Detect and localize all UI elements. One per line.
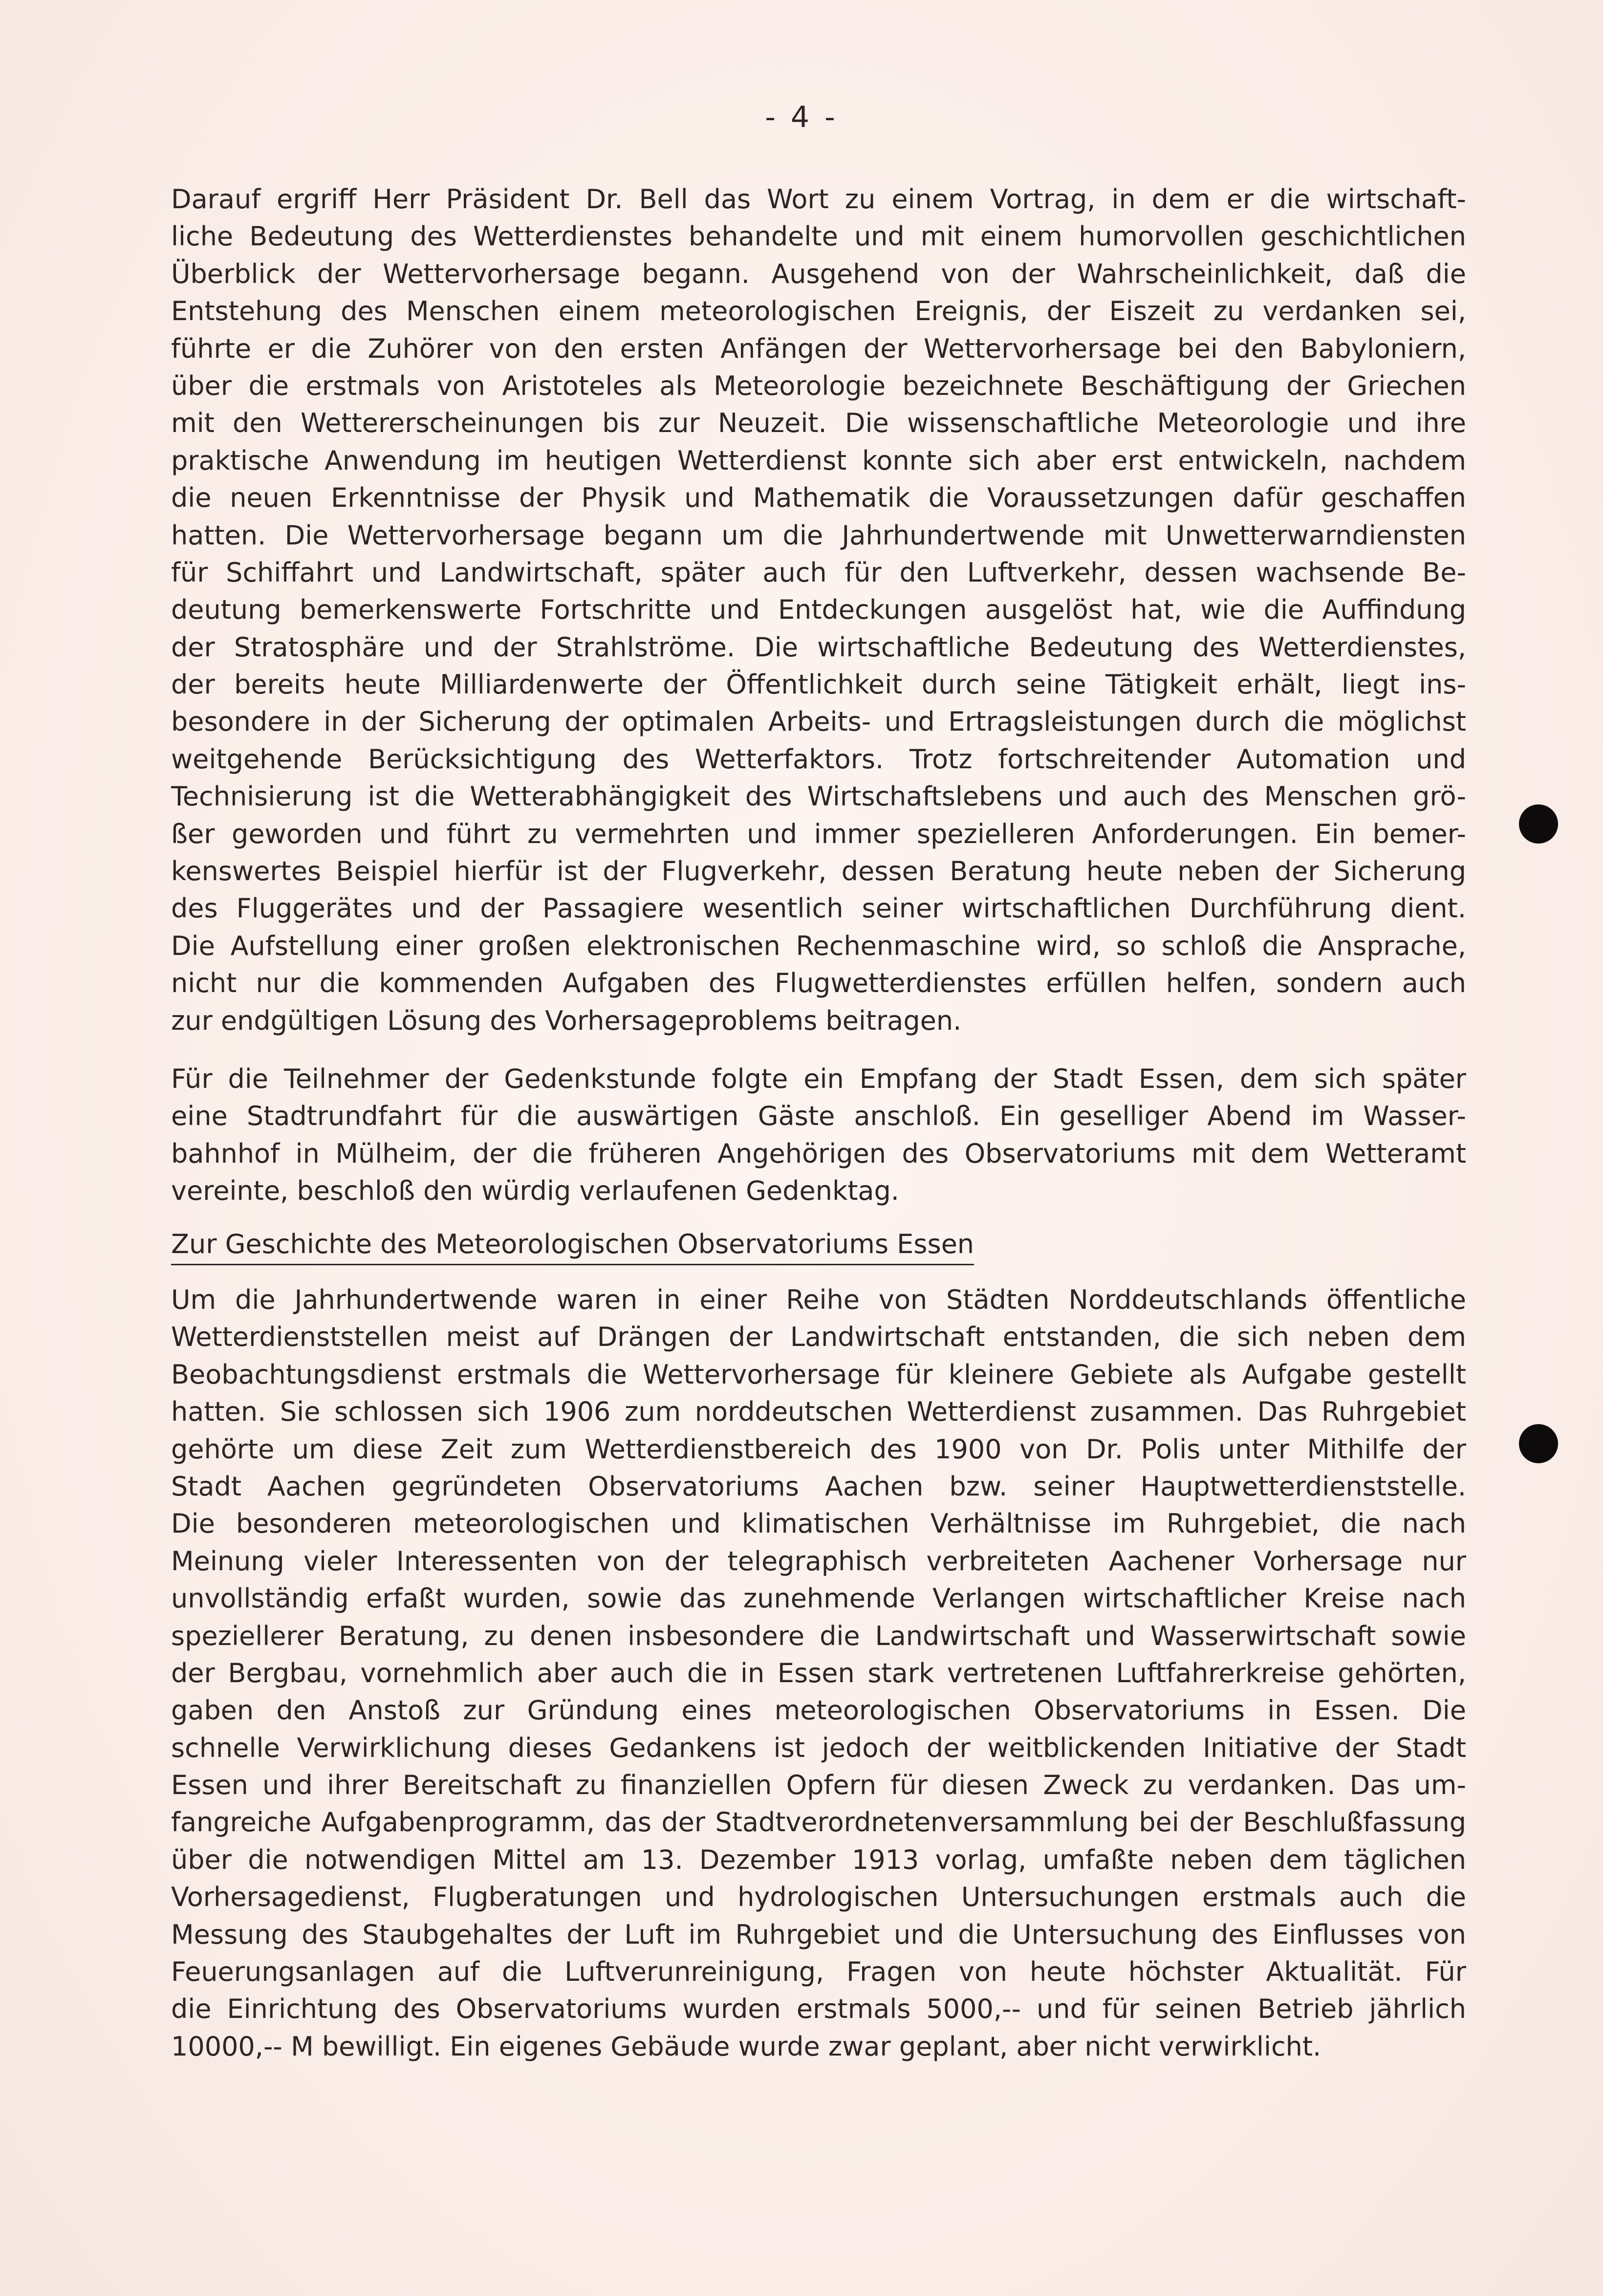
text-line: Darauf ergriff Herr Präsident Dr. Bell das Wort zu einem Vortrag, in dem er die wirtschaft- <box>171 184 1466 215</box>
text-line: gehörte um diese Zeit zum Wetterdienstbereich des 1900 von Dr. Polis unter Mithilfe der <box>171 1433 1466 1465</box>
text-line: Entstehung des Menschen einem meteorologischen Ereignis, der Eiszeit zu verdanken sei, <box>171 296 1466 327</box>
text-line: die Einrichtung des Observatoriums wurden erstmals 5000,-- und für seinen Betrieb jährlich <box>171 1993 1466 2025</box>
text-line: hatten. Sie schlossen sich 1906 zum norddeutschen Wetterdienst zusammen. Das Ruhrgebiet <box>171 1396 1466 1428</box>
text-line: ßer geworden und führt zu vermehrten und immer spezielleren Anforderungen. Ein bemer- <box>171 818 1466 849</box>
text-line: der bereits heute Milliardenwerte der Öffentlichkeit durch seine Tätigkeit erhält, liegt ins- <box>171 669 1466 700</box>
text-line: die neuen Erkenntnisse der Physik und Mathematik die Voraussetzungen dafür geschaffen <box>171 482 1466 514</box>
text-line: nicht nur die kommenden Aufgaben des Flugwetterdienstes erfüllen helfen, sondern auch <box>171 968 1466 999</box>
text-line: Messung des Staubgehaltes der Luft im Ruhrgebiet und die Untersuchung des Einflusses von <box>171 1919 1466 1950</box>
text-line: deutung bemerkenswerte Fortschritte und Entdeckungen ausgelöst hat, wie die Auffindung <box>171 594 1466 626</box>
paragraph-history <box>171 1281 1466 2065</box>
text-line: für Schiffahrt und Landwirtschaft, später auch für den Luftverkehr, dessen wachsende Be- <box>171 557 1466 588</box>
text-line: fangreiche Aufgabenprogramm, das der Stadtverordnetenversammlung bei der Beschlußfassung <box>171 1807 1466 1838</box>
text-line: vereinte, beschloß den würdig verlaufenen Gedenktag. <box>171 1175 899 1207</box>
text-line: über die erstmals von Aristoteles als Meteorologie bezeichnete Beschäftigung der Griechen <box>171 370 1466 401</box>
paragraph-speech <box>171 181 1466 1040</box>
text-line: zur endgültigen Lösung des Vorhersageproblems beitragen. <box>171 1005 962 1036</box>
punch-hole <box>1519 804 1558 844</box>
text-line: Meinung vieler Interessenten von der telegraphisch verbreiteten Aachener Vorhersage nur <box>171 1545 1466 1577</box>
text-line: Beobachtungsdienst erstmals die Wettervorhersage für kleinere Gebiete als Aufgabe gestellt <box>171 1359 1466 1390</box>
text-line: weitgehende Berücksichtigung des Wetterfaktors. Trotz fortschreitender Automation und <box>171 743 1466 775</box>
text-line: der Stratosphäre und der Strahlströme. Die wirtschaftliche Bedeutung des Wetterdienstes, <box>171 631 1466 663</box>
text-line: hatten. Die Wettervorhersage begann um die Jahrhundertwende mit Unwetterwarndiensten <box>171 520 1466 551</box>
text-line: schnelle Verwirklichung dieses Gedankens ist jedoch der weitblickenden Initiative der Stadt <box>171 1732 1466 1763</box>
text-line: über die notwendigen Mittel am 13. Dezember 1913 vorlag, umfaßte neben dem täglichen <box>171 1844 1466 1875</box>
text-line: liche Bedeutung des Wetterdienstes behandelte und mit einem humorvollen geschichtlichen <box>171 221 1466 252</box>
text-line: eine Stadtrundfahrt für die auswärtigen Gäste anschloß. Ein geselliger Abend im Wasser- <box>171 1101 1466 1132</box>
paragraph-reception <box>171 1061 1466 1210</box>
text-line: Technisierung ist die Wetterabhängigkeit des Wirtschaftslebens und auch des Menschen grö- <box>171 781 1466 812</box>
text-line: gaben den Anstoß zur Gründung eines meteorologischen Observatoriums in Essen. Die <box>171 1695 1466 1726</box>
text-line: Wetterdienststellen meist auf Drängen der Landwirtschaft entstanden, die sich neben dem <box>171 1321 1466 1353</box>
text-line: speziellerer Beratung, zu denen insbesondere die Landwirtschaft und Wasserwirtschaft sowie <box>171 1620 1466 1651</box>
text-line: Essen und ihrer Bereitschaft zu finanziellen Opfern für diesen Zweck zu verdanken. Das um- <box>171 1770 1466 1801</box>
text-line: führte er die Zuhörer von den ersten Anfängen der Wettervorhersage bei den Babyloniern, <box>171 333 1466 364</box>
text-line: praktische Anwendung im heutigen Wetterdienst konnte sich aber erst entwickeln, nachdem <box>171 445 1466 476</box>
text-line: kenswertes Beispiel hierfür ist der Flugverkehr, dessen Beratung heute neben der Sicherung <box>171 856 1466 887</box>
text-line: besondere in der Sicherung der optimalen Arbeits- und Ertragsleistungen durch die möglichst <box>171 706 1466 737</box>
text-line: Für die Teilnehmer der Gedenkstunde folgte ein Empfang der Stadt Essen, dem sich später <box>171 1063 1466 1094</box>
text-line: Feuerungsanlagen auf die Luftverunreinigung, Fragen von heute höchster Aktualität. Für <box>171 1956 1466 1988</box>
text-line: der Bergbau, vornehmlich aber auch die in Essen stark vertretenen Luftfahrerkreise gehörten, <box>171 1657 1466 1689</box>
page-number: - 4 - <box>765 100 838 134</box>
text-line: Die besonderen meteorologischen und klimatischen Verhältnisse im Ruhrgebiet, die nach <box>171 1508 1466 1539</box>
text-line: des Fluggerätes und der Passagiere wesentlich seiner wirtschaftlichen Durchführung dient. <box>171 893 1466 924</box>
section-heading: Zur Geschichte des Meteorologischen Observatoriums Essen <box>171 1226 974 1265</box>
text-line: Stadt Aachen gegründeten Observatoriums Aachen bzw. seiner Hauptwetterdienststelle. <box>171 1471 1466 1502</box>
text-line: unvollständig erfaßt wurden, sowie das zunehmende Verlangen wirtschaftlicher Kreise nach <box>171 1583 1466 1614</box>
text-line: Überblick der Wettervorhersage begann. Ausgehend von der Wahrscheinlichkeit, daß die <box>171 258 1466 289</box>
text-line: bahnhof in Mülheim, der die früheren Angehörigen des Observatoriums mit dem Wetteramt <box>171 1138 1466 1169</box>
text-line: Um die Jahrhundertwende waren in einer Reihe von Städten Norddeutschlands öffentliche <box>171 1284 1466 1315</box>
text-line: 10000,-- M bewilligt. Ein eigenes Gebäude wurde zwar geplant, aber nicht verwirklicht. <box>171 2031 1321 2062</box>
text-line: mit den Wettererscheinungen bis zur Neuzeit. Die wissenschaftliche Meteorologie und ihre <box>171 408 1466 439</box>
text-line: Vorhersagedienst, Flugberatungen und hydrologischen Untersuchungen erstmals auch die <box>171 1882 1466 1913</box>
text-line: Die Aufstellung einer großen elektronischen Rechenmaschine wird, so schloß die Ansprache, <box>171 930 1466 961</box>
punch-hole <box>1519 1424 1558 1463</box>
